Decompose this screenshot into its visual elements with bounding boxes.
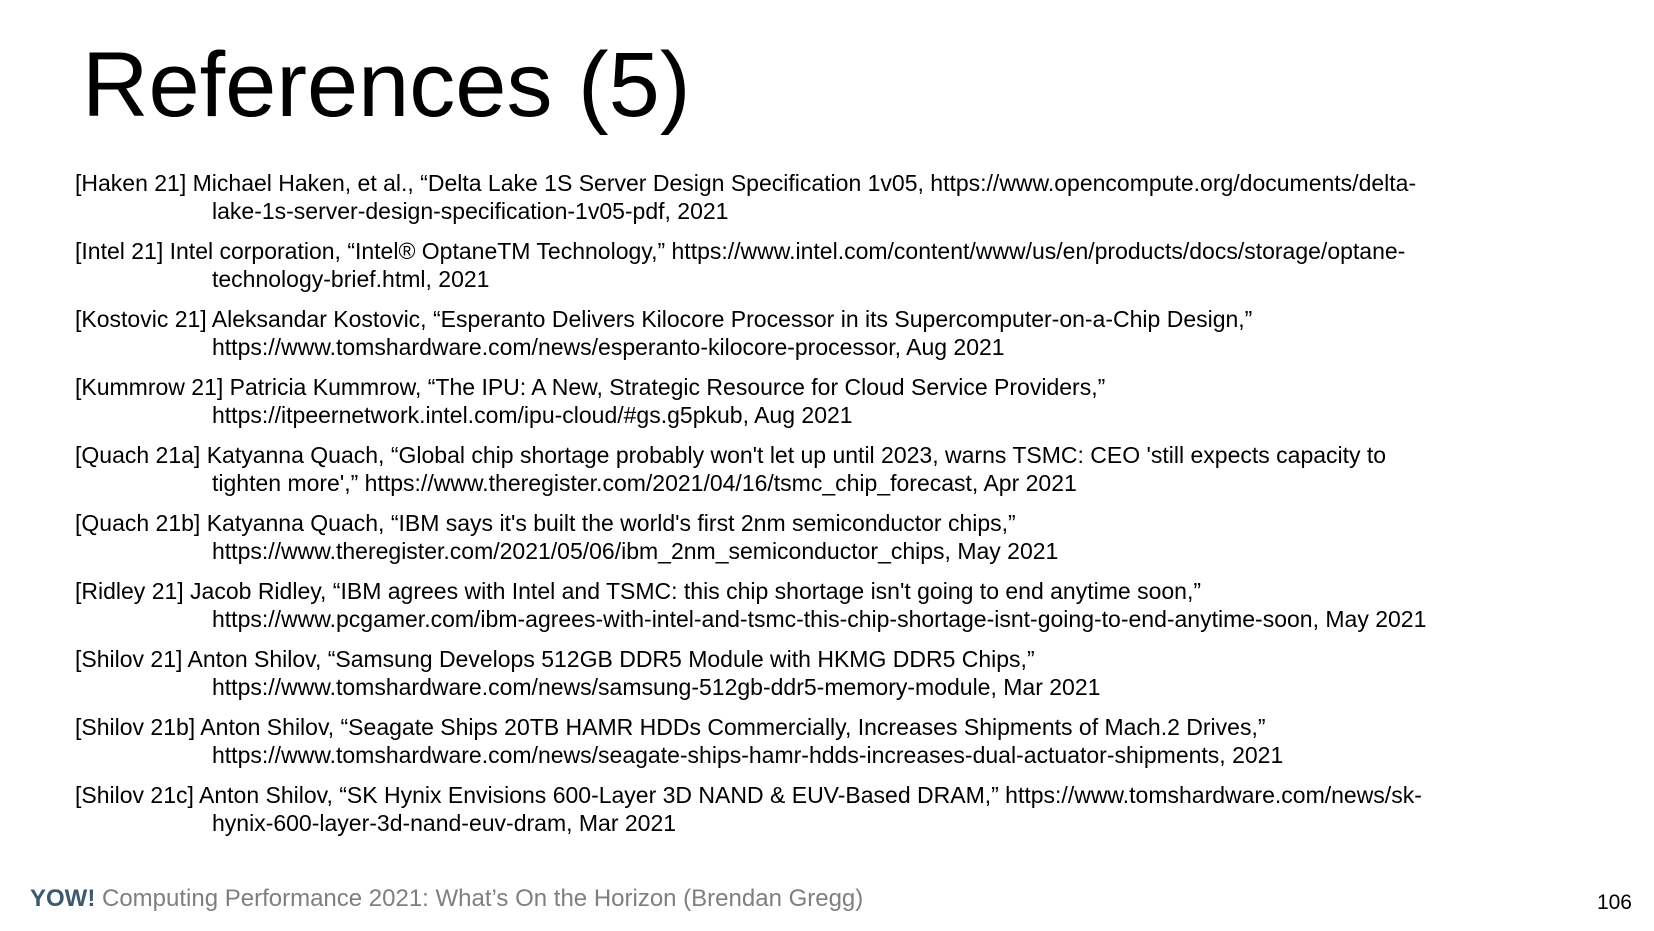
reference-line: [Quach 21b] Katyanna Quach, “IBM says it's built the world's first 2nm semiconductor chips,” [75,510,1016,536]
reference-line: [Ridley 21] Jacob Ridley, “IBM agrees with Intel and TSMC: this chip shortage isn't going to end anytime soon,” [75,578,1201,604]
reference-line-continued: https://www.tomshardware.com/news/esperanto-kilocore-processor, Aug 2021 [212,334,1005,360]
reference-line-continued: tighten more',” https://www.theregister.com/2021/04/16/tsmc_chip_forecast, Apr 2021 [212,470,1077,496]
page-number: 106 [1596,891,1632,914]
reference-line: [Quach 21a] Katyanna Quach, “Global chip shortage probably won't let up until 2023, warns TSMC: CEO 'still expects capacity to [75,442,1387,468]
slide-footer [30,885,863,913]
reference-line-continued: https://www.theregister.com/2021/05/06/ibm_2nm_semiconductor_chips, May 2021 [212,538,1059,564]
reference-line-continued: https://itpeernetwork.intel.com/ipu-cloud/#gs.g5pkub, Aug 2021 [212,402,853,428]
reference-line-continued: hynix-600-layer-3d-nand-euv-dram, Mar 2021 [212,810,677,836]
reference-line: [Kostovic 21] Aleksandar Kostovic, “Esperanto Delivers Kilocore Processor in its Supercomputer-on-a-Chip Design,” [75,306,1253,332]
reference-line-continued: https://www.pcgamer.com/ibm-agrees-with-intel-and-tsmc-this-chip-shortage-isnt-going-to-end-anytime-soon, May 2021 [212,606,1427,632]
footer-brand: YOW! [30,885,96,912]
reference-line: [Shilov 21c] Anton Shilov, “SK Hynix Envisions 600-Layer 3D NAND & EUV-Based DRAM,” https://www.tomshardware.com/news/sk- [75,782,1422,808]
reference-item [75,237,1575,293]
reference-line: [Shilov 21b] Anton Shilov, “Seagate Ships 20TB HAMR HDDs Commercially, Increases Shipments of Mach.2 Drives,” [75,714,1266,740]
reference-line-continued: https://www.tomshardware.com/news/seagate-ships-hamr-hdds-increases-dual-actuator-shipments, 2021 [212,742,1284,768]
slide-title: References (5) [82,34,691,136]
reference-item [75,305,1575,361]
reference-item [75,645,1575,701]
footer-talk-title: Computing Performance 2021: What’s On the Horizon (Brendan Gregg) [102,885,864,912]
reference-item [75,577,1575,633]
reference-item [75,781,1575,837]
reference-line: [Shilov 21] Anton Shilov, “Samsung Develops 512GB DDR5 Module with HKMG DDR5 Chips,” [75,646,1035,672]
reference-list [75,169,1575,849]
reference-line-continued: https://www.tomshardware.com/news/samsung-512gb-ddr5-memory-module, Mar 2021 [212,674,1101,700]
reference-line: [Haken 21] Michael Haken, et al., “Delta Lake 1S Server Design Specification 1v05, https://www.opencompute.org/documents/delta- [75,170,1417,196]
reference-line-continued: lake-1s-server-design-specification-1v05-pdf, 2021 [212,198,729,224]
reference-item [75,713,1575,769]
reference-line-continued: technology-brief.html, 2021 [212,266,490,292]
reference-line: [Intel 21] Intel corporation, “Intel® OptaneTM Technology,” https://www.intel.com/content/www/us/en/products/docs/storage/optane- [75,238,1406,264]
reference-item [75,169,1575,225]
reference-item [75,441,1575,497]
reference-item [75,373,1575,429]
reference-line: [Kummrow 21] Patricia Kummrow, “The IPU: A New, Strategic Resource for Cloud Service Providers,” [75,374,1106,400]
reference-item [75,509,1575,565]
